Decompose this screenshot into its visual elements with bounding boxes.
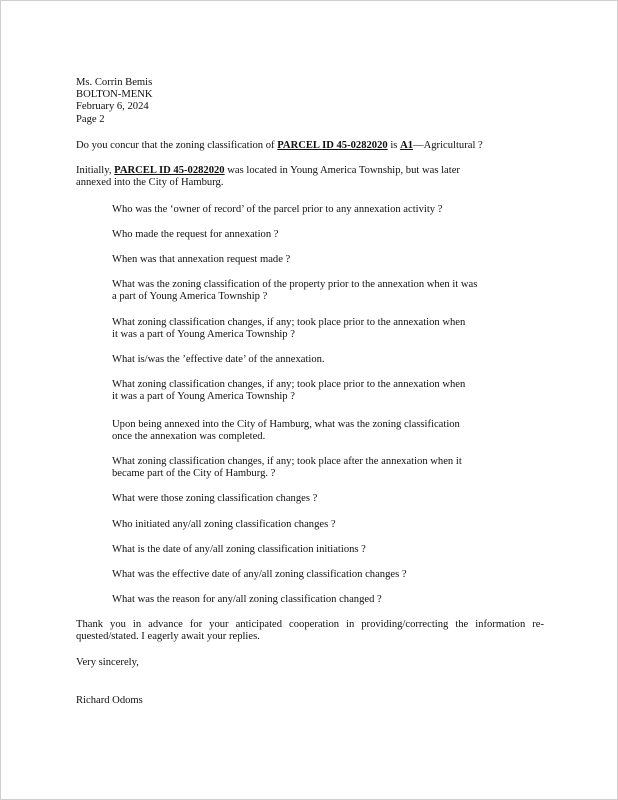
question-item [112,204,442,216]
question-line: What zoning classification changes, if any; took place prior to the annexation when [112,317,466,328]
parcel-id: PARCEL ID 45-0282020 [277,140,388,151]
question-item [112,419,460,443]
question-item [112,594,382,606]
intro-parcel-id: PARCEL ID 45-0282020 [114,165,225,176]
question-item [112,254,290,266]
question-line: What were those zoning classification changes ? [112,493,318,504]
question-line: What zoning classification changes, if any; took place prior to the annexation when [112,379,466,390]
zoning-question-suffix: —Agricultural ? [413,140,483,151]
question-line: once the annexation was completed. [112,431,266,443]
recipient-name: Ms. Corrin Bemis [76,77,153,88]
question-line: What was the effective date of any/all zoning classification changes ? [112,569,407,580]
zoning-question [76,140,483,152]
question-item [112,493,317,505]
question-item [112,354,325,366]
question-line: Who made the request for annexation ? [112,229,279,240]
intro-line-2: annexed into the City of Hamburg. [76,177,224,189]
zoning-question-prefix: Do you concur that the zoning classification of [76,140,278,151]
salutation: Very sincerely, [76,657,139,668]
intro-line-1 [76,165,460,177]
question-item [112,569,407,581]
intro-suffix: was located in Young America Township, but was later [224,165,460,176]
question-line: What is/was the ’effective date’ of the annexation. [112,354,325,365]
question-line: What was the reason for any/all zoning classification changed ? [112,594,382,605]
zoning-question-middle: is [387,140,401,151]
page-number: Page 2 [76,113,105,125]
question-line: When was that annexation request made ? [112,254,291,265]
question-line: Upon being annexed into the City of Hamburg, what was the zoning classification [112,419,460,430]
intro-prefix: Initially, [76,165,115,176]
question-item [112,317,465,341]
zone-code: A1 [400,140,414,151]
question-line: What zoning classification changes, if any; took place after the annexation when it [112,456,462,467]
signature-name: Richard Odoms [76,695,143,706]
question-item [112,519,336,531]
question-line: Who initiated any/all zoning classification changes ? [112,519,336,530]
question-line: a part of Young America Township ? [112,291,268,303]
question-line: became part of the City of Hamburg. ? [112,468,276,480]
question-line: What was the zoning classification of the property prior to the annexation when it was [112,279,478,290]
question-item [112,544,366,556]
letter-header [76,77,153,126]
question-item [112,456,462,480]
question-line: What is the date of any/all zoning classification initiations ? [112,544,366,555]
letter-date: February 6, 2024 [76,101,149,113]
question-item [112,279,477,303]
question-item [112,229,279,241]
question-line: Who was the ‘owner of record’ of the parcel prior to any annexation activity ? [112,204,443,215]
question-item [112,379,465,403]
question-line: it was a part of Young America Township ? [112,391,295,403]
question-line: it was a part of Young America Township ? [112,329,295,341]
recipient-company: BOLTON-MENK [76,89,153,101]
thank-you-paragraph: Thank you in advance for your anticipated cooperation in providing/correcting the information re-quested/stated. I eagerly await your replies. [76,619,544,643]
intro-paragraph [76,165,460,189]
